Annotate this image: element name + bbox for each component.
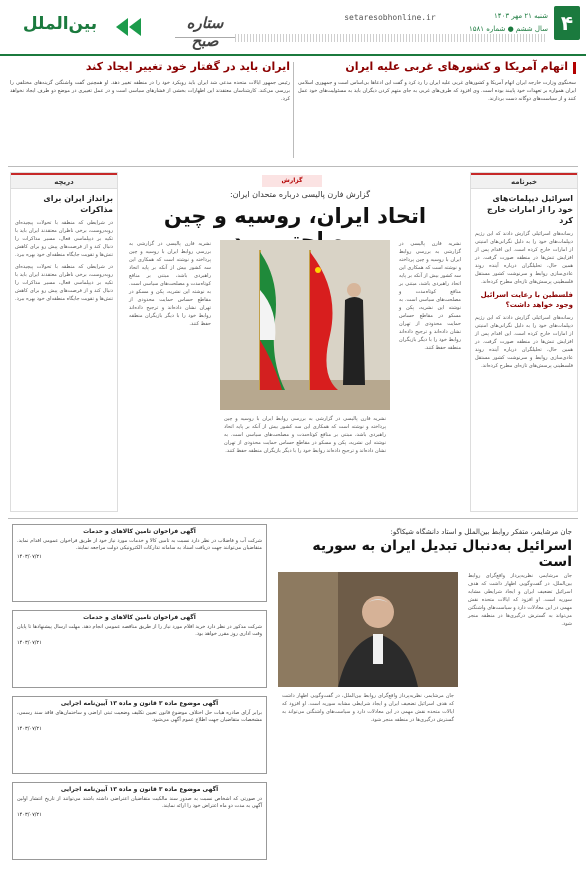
top-story-text: رئیس جمهور ایالات متحده مدعی شد ایران باید رویکرد خود را در منطقه تغییر دهد. او همچنین گفت واشنگتن گزینه‌های مختلفی را بررسی می‌کند. کارشناسان معتقدند این اظهارات بخشی از فشارهای سیاسی است و در عمل تغییری در موضع دو طرف ایجاد نخواهد کرد.	[10, 80, 290, 102]
ad-box	[12, 782, 267, 860]
arrows-icon	[116, 18, 144, 36]
main-story-column-1	[395, 240, 465, 515]
ad-text: شرکت آب و فاضلاب در نظر دارد نسبت به تامین کالا و خدمات مورد نیاز خود از طریق فراخوان عمومی اقدام نماید. متقاضیان می‌توانند جهت دریافت اسناد به سامانه تدارکات الکترونیکی دولت مراجعه نمایند.	[17, 538, 262, 551]
news-brief-label: خبرنامه	[471, 173, 577, 189]
top-story-right	[298, 60, 576, 160]
ads-section	[12, 524, 267, 869]
interview-text: جان مرشایمر، نظریه‌پرداز واقع‌گرای روابط بین‌الملل، در گفت‌وگویی اظهار داشت که هدف اسرائیل تضعیف ایران و ایجاد شرایطی مشابه سوریه است. او افزود که ایالات متحده نقش مهمی در این معادلات دارد و سیاست‌های واشنگتن می‌تواند به گسترش درگیری‌ها در منطقه منجر شود.	[468, 573, 572, 627]
masthead	[0, 0, 586, 56]
opinion-text: در شرایطی که منطقه با تحولات پیچیده‌ای روبه‌روست، برخی ناظران معتقدند ایران باید با تکیه بر دیپلماسی فعال، مسیر مذاکرات را دنبال کند و از فرصت‌های پیش رو برای کاهش تنش‌ها و تقویت جایگاه منطقه‌ای خود بهره ببرد.	[15, 220, 113, 258]
news-brief-text: رسانه‌های اسرائیلی گزارش دادند که این رژیم دیپلمات‌های خود را به دلیل نگرانی‌های امنیتی از امارات خارج کرده است. این اقدام پس از افزایش تنش‌ها در منطقه صورت گرفت. در همین حال، تحلیلگران درباره آینده روند عادی‌سازی روابط و سرنوشت کشور مستقل فلسطینی پرسش‌های تازه‌ای مطرح کرده‌اند.	[475, 231, 573, 285]
top-story-left	[10, 60, 290, 160]
main-story-column-3	[220, 415, 390, 515]
newspaper-logo: ستاره صبح	[175, 14, 235, 38]
opinion-text-continued: در شرایطی که منطقه با تحولات پیچیده‌ای روبه‌روست، برخی ناظران معتقدند ایران باید با تکیه بر دیپلماسی فعال، مسیر مذاکرات را دنبال کند و از فرصت‌های پیش رو برای کاهش تنش‌ها و تقویت جایگاه منطقه‌ای خود بهره ببرد.	[15, 264, 113, 302]
news-brief-title: اسرائیل دیپلمات‌های خود را از امارات خارج کرد	[487, 194, 573, 225]
news-brief-subtitle: فلسطین با رعایت اسرائیل وجود خواهد داشت؟	[480, 291, 573, 309]
main-story-text-continued: نشریه فارن پالیسی در گزارشی به بررسی روابط ایران با روسیه و چین پرداخته و نوشته است که همکاری این سه کشور بیش از آنکه بر پایه اتحاد راهبردی باشد، مبتنی بر منافع کوتاه‌مدت و مصلحت‌های سیاسی است. به نوشته این نشریه، پکن و مسکو در مقاطع حساس حمایت محدودی از تهران نشان داده‌اند و ترجیح داده‌اند روابط خود را با دیگر بازیگران منطقه حفظ کنند.	[129, 241, 211, 327]
ad-text: در صورتی که اشخاص نسبت به صدور سند مالکیت متقاضیان اعتراضی داشته باشند می‌توانند از تاریخ انتشار اولین آگهی به مدت دو ماه اعتراض خود را ارائه نمایند.	[17, 796, 262, 809]
flags-illustration	[220, 240, 390, 410]
issue-number: سال ششم ● شماره ۱۵۸۱	[468, 25, 548, 33]
interview-text-continued: جان مرشایمر، نظریه‌پرداز واقع‌گرای روابط بین‌الملل، در گفت‌وگویی اظهار داشت که هدف اسرائیل تضعیف ایران و ایجاد شرایطی مشابه سوریه است. او افزود که ایالات متحده نقش مهمی در این معادلات دارد و سیاست‌های واشنگتن می‌تواند به گسترش درگیری‌ها در منطقه منجر شود.	[282, 693, 454, 723]
flags-photo	[220, 240, 390, 410]
column-divider	[293, 62, 294, 158]
section-divider	[8, 166, 578, 167]
opinion-title: برانداز ایران برای مذاکرات	[43, 194, 113, 214]
portrait-illustration	[278, 572, 458, 687]
page-number: ۴	[554, 6, 580, 40]
ad-date: ۱۴۰۳/۰۷/۲۱	[17, 640, 42, 646]
ad-date: ۱۴۰۳/۰۷/۲۱	[17, 726, 42, 732]
ad-title: آگهی موضوع ماده ۳ قانون و ماده ۱۳ آیین‌نامه اجرایی	[60, 700, 219, 707]
news-brief-text-continued: رسانه‌های اسرائیلی گزارش دادند که این رژیم دیپلمات‌های خود را به دلیل نگرانی‌های امنیتی از امارات خارج کرده است. این اقدام پس از افزایش تنش‌ها در منطقه صورت گرفت. در همین حال، تحلیلگران درباره آینده روند عادی‌سازی روابط و سرنوشت کشور مستقل فلسطینی پرسش‌های تازه‌ای مطرح کرده‌اند.	[475, 315, 573, 369]
report-tag: گزارش	[262, 175, 322, 187]
headline-marker	[573, 62, 576, 74]
interview-column-1	[464, 572, 576, 867]
main-story-column-2	[125, 240, 215, 515]
opinion-label: دریچه	[11, 173, 117, 189]
ad-title: آگهی موضوع ماده ۳ قانون و ماده ۱۳ آیین‌نامه اجرایی	[60, 786, 219, 793]
main-story-kicker: گزارش فارن پالیسی درباره متحدان ایران:	[229, 190, 371, 199]
main-story-text: نشریه فارن پالیسی در گزارشی به بررسی روابط ایران با روسیه و چین پرداخته و نوشته است که همکاری این سه کشور بیش از آنکه بر پایه اتحاد راهبردی باشد، مبتنی بر منافع کوتاه‌مدت و مصلحت‌های سیاسی است. به نوشته این نشریه، پکن و مسکو در مقاطع حساس حمایت محدودی از تهران نشان داده‌اند و ترجیح داده‌اند روابط خود را با دیگر بازیگران منطقه حفظ کنند.	[399, 241, 461, 351]
main-story-headline: اتحاد ایران، روسیه و چین	[163, 204, 427, 228]
news-brief-column	[470, 172, 578, 512]
section-title: بین‌الملل	[22, 14, 98, 34]
interview-photo	[278, 572, 458, 687]
ad-box	[12, 610, 267, 688]
interview-column-2	[278, 692, 458, 867]
top-story-headline: ایران باید در گفتار خود تغییر ایجاد کند	[85, 60, 290, 73]
ad-box	[12, 524, 267, 602]
ad-date: ۱۴۰۳/۰۷/۲۱	[17, 812, 42, 818]
issue-info	[438, 10, 548, 36]
ad-box	[12, 696, 267, 774]
site-url[interactable]: setaresobhonline.ir	[344, 13, 436, 22]
ad-text: برابر آرای صادره هیات حل اختلاف موضوع قانون تعیین تکلیف وضعیت ثبتی اراضی و ساختمان‌های فاقد سند رسمی، مشخصات متقاضیان جهت اطلاع عموم آگهی می‌شود.	[17, 710, 262, 723]
interview-headline: اسرائیل به‌دنبال تبدیل ایران به سوریه است	[312, 538, 572, 570]
opinion-column	[10, 172, 118, 512]
masthead-hatch-decoration	[235, 34, 545, 42]
interview-kicker: جان مرشایمر، متفکر روابط بین‌الملل و استاد دانشگاه شیکاگو:	[390, 528, 572, 536]
top-story-text: سخنگوی وزارت خارجه ایران اتهام آمریکا و کشورهای غربی علیه ایران را رد کرد و گفت این ادعاها بی‌اساس است و جمهوری اسلامی ایران همواره بر تعهدات خود پایبند بوده است. وی افزود که طرف‌های غربی به جای متهم کردن دیگران باید به مسئولیت‌های خود عمل کنند و از سیاست‌های دوگانه دست بردارند.	[298, 80, 576, 102]
ad-date: ۱۴۰۳/۰۷/۲۱	[17, 554, 42, 560]
ad-title: آگهی فراخوان تامین کالاهای و خدمات	[83, 528, 196, 535]
section-divider	[8, 518, 578, 519]
top-story-headline: اتهام آمریکا و کشورهای غربی علیه ایران	[345, 60, 568, 73]
ad-text: شرکت مذکور در نظر دارد خرید اقلام مورد نیاز را از طریق مناقصه عمومی انجام دهد. مهلت ارسال پیشنهادها تا پایان وقت اداری روز مقرر خواهد بود.	[17, 624, 262, 637]
ad-title: آگهی فراخوان تامین کالاهای و خدمات	[83, 614, 196, 621]
issue-date: شنبه ۲۱ مهر ۱۴۰۳	[494, 12, 548, 20]
main-story-text-continued-2: نشریه فارن پالیسی در گزارشی به بررسی روابط ایران با روسیه و چین پرداخته و نوشته است که همکاری این سه کشور بیش از آنکه بر پایه اتحاد راهبردی باشد، مبتنی بر منافع کوتاه‌مدت و مصلحت‌های سیاسی است. به نوشته این نشریه، پکن و مسکو در مقاطع حساس حمایت محدودی از تهران نشان داده‌اند و ترجیح داده‌اند روابط خود را با دیگر بازیگران منطقه حفظ کنند.	[224, 416, 386, 454]
interview-article	[278, 524, 576, 869]
